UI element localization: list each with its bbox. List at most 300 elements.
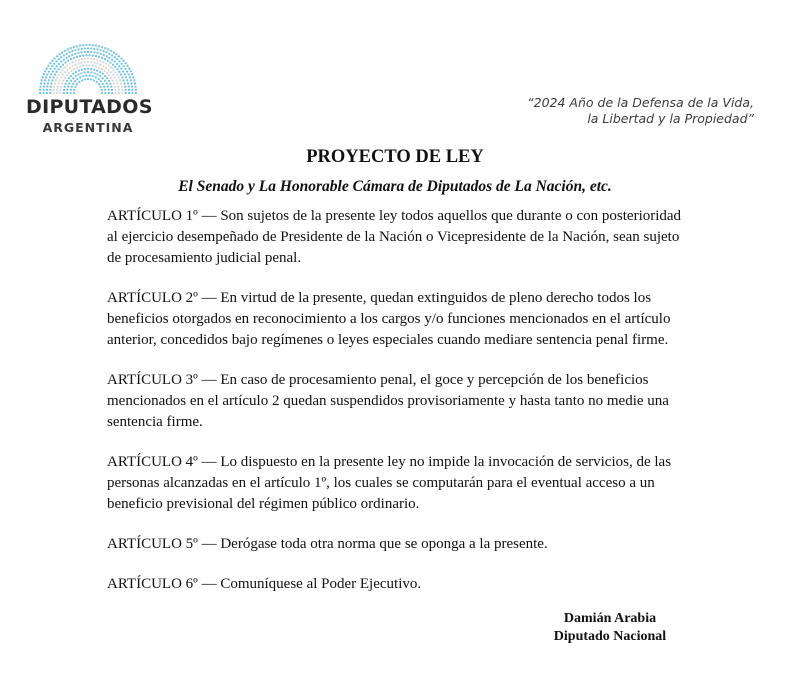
seat-dot bbox=[103, 70, 105, 72]
seat-dot bbox=[74, 64, 76, 66]
seat-dot bbox=[99, 86, 101, 88]
seat-dot bbox=[57, 82, 59, 84]
seat-dot bbox=[127, 73, 129, 75]
seat-dot bbox=[51, 60, 53, 62]
seat-dot bbox=[56, 71, 58, 73]
seat-dot bbox=[93, 79, 95, 81]
seat-dot bbox=[68, 72, 70, 74]
seat-dot bbox=[67, 60, 69, 62]
seat-dot bbox=[88, 75, 90, 77]
seat-dot bbox=[118, 92, 120, 94]
seat-dot bbox=[46, 89, 48, 91]
seat-dot bbox=[121, 76, 123, 78]
seat-dot bbox=[59, 89, 61, 91]
seat-dot bbox=[93, 48, 95, 50]
seat-dot bbox=[96, 52, 98, 54]
seat-dot bbox=[69, 67, 71, 69]
seat-dot bbox=[44, 79, 46, 81]
seat-dot bbox=[64, 77, 66, 79]
seat-dot bbox=[125, 92, 127, 94]
seat-dot bbox=[127, 82, 129, 84]
document-title: PROYECTO DE LEY bbox=[306, 147, 484, 167]
seat-dot bbox=[121, 63, 123, 65]
seat-dot bbox=[57, 68, 59, 70]
seat-dot bbox=[49, 62, 51, 64]
seat-dot bbox=[65, 53, 67, 55]
seat-dot bbox=[73, 57, 75, 59]
seat-dot bbox=[125, 89, 127, 91]
seat-dot bbox=[108, 92, 110, 94]
seat-dot bbox=[98, 67, 100, 69]
seat-dot bbox=[112, 63, 114, 65]
article-5: ARTÍCULO 5º — Derógase toda otra norma que se oponga a la presente. bbox=[107, 536, 548, 552]
seat-dot bbox=[79, 55, 81, 57]
seat-dot bbox=[58, 74, 60, 76]
seat-dot bbox=[87, 68, 89, 70]
seat-dot bbox=[88, 64, 90, 66]
seat-dot bbox=[84, 51, 86, 53]
seat-dot bbox=[90, 68, 92, 70]
seat-dot bbox=[53, 89, 55, 91]
seat-dot bbox=[59, 71, 61, 73]
seat-dot bbox=[68, 82, 70, 84]
seat-dot bbox=[85, 64, 87, 66]
seat-dot bbox=[60, 85, 62, 87]
seat-dot bbox=[102, 83, 104, 85]
seat-dot bbox=[52, 76, 54, 78]
seat-dot bbox=[82, 65, 84, 67]
seat-dot bbox=[58, 63, 60, 65]
seat-dot bbox=[98, 83, 100, 85]
seat-dot bbox=[87, 57, 89, 59]
seat-dot bbox=[75, 75, 77, 77]
seat-dot bbox=[70, 70, 72, 72]
seat-dot bbox=[111, 89, 113, 91]
document-subtitle: El Senado y La Honorable Cámara de Diputados de La Nación, etc. bbox=[178, 178, 612, 195]
seat-dot bbox=[90, 78, 92, 80]
signature-block bbox=[520, 610, 700, 646]
seat-dot bbox=[46, 85, 48, 87]
seat-dot bbox=[109, 83, 111, 85]
seat-dot bbox=[114, 76, 116, 78]
seat-dot bbox=[60, 76, 62, 78]
seat-dot bbox=[59, 92, 61, 94]
seat-dot bbox=[69, 63, 71, 65]
seat-dot bbox=[95, 55, 97, 57]
seat-dot bbox=[66, 69, 68, 71]
seat-dot bbox=[122, 60, 124, 62]
seat-dot bbox=[64, 61, 66, 63]
seat-dot bbox=[70, 75, 72, 77]
seat-dot bbox=[47, 82, 49, 84]
seat-dot bbox=[68, 55, 70, 57]
seat-dot bbox=[71, 54, 73, 56]
seat-dot bbox=[104, 89, 106, 91]
seat-dot bbox=[80, 72, 82, 74]
seat-dot bbox=[116, 68, 118, 70]
seat-dot bbox=[76, 78, 78, 80]
seat-dot bbox=[101, 89, 103, 91]
seat-dot bbox=[114, 66, 116, 68]
seat-dot bbox=[115, 79, 117, 81]
seat-dot bbox=[116, 58, 118, 60]
seat-dot bbox=[46, 73, 48, 75]
seat-dot bbox=[134, 82, 136, 84]
seat-dot bbox=[60, 61, 62, 63]
seat-dot bbox=[116, 82, 118, 84]
seat-dot bbox=[64, 50, 66, 52]
seat-dot bbox=[70, 58, 72, 60]
seat-dot bbox=[90, 61, 92, 63]
seat-dot bbox=[124, 68, 126, 70]
seat-dot bbox=[99, 60, 101, 62]
seat-dot bbox=[87, 71, 89, 73]
seat-dot bbox=[103, 54, 105, 56]
seat-dot bbox=[101, 68, 103, 70]
seat-dot bbox=[106, 77, 108, 79]
articles-list bbox=[107, 206, 687, 614]
article-4: ARTÍCULO 4º — Lo dispuesto en la presente ley no impide la invocación de servicios, de las personas alcanzadas en el artículo 1º, los cuales se computarán para el eventual acceso a un beneficio previsional del régimen público ordinario. bbox=[107, 454, 672, 512]
seat-dot bbox=[82, 75, 84, 77]
seat-dot bbox=[50, 82, 52, 84]
seat-dot bbox=[111, 92, 113, 94]
seat-dot bbox=[128, 67, 130, 69]
seat-dot bbox=[49, 89, 51, 91]
seat-dot bbox=[82, 44, 84, 46]
seat-dot bbox=[122, 70, 124, 72]
seat-dot bbox=[104, 47, 106, 49]
seat-dot bbox=[58, 58, 60, 60]
seat-dot bbox=[100, 53, 102, 55]
seat-dot bbox=[49, 68, 51, 70]
seat-dot bbox=[126, 70, 128, 72]
seat-dot bbox=[50, 73, 52, 75]
seat-dot bbox=[128, 92, 130, 94]
seat-dot bbox=[99, 71, 101, 73]
seat-dot bbox=[56, 77, 58, 79]
seat-dot bbox=[67, 48, 69, 50]
seat-dot bbox=[78, 69, 80, 71]
seat-dot bbox=[98, 56, 100, 58]
seat-dot bbox=[43, 82, 45, 84]
seat-dot bbox=[63, 54, 65, 56]
seat-dot bbox=[85, 54, 87, 56]
seat-dot bbox=[84, 47, 86, 49]
seat-dot bbox=[48, 79, 50, 81]
seat-dot bbox=[108, 64, 110, 66]
seat-dot bbox=[121, 86, 123, 88]
seat-dot bbox=[88, 54, 90, 56]
article-3: ARTÍCULO 3º — En caso de procesamiento penal, el goce y percepción de los beneficios mencionados en el artículo 2 quedan suspendidos provisoriamente y hasta tanto no medie una sentencia firme. bbox=[107, 372, 669, 430]
seat-dot bbox=[100, 80, 102, 82]
seat-dot bbox=[62, 63, 64, 65]
seat-dot bbox=[121, 89, 123, 91]
seat-dot bbox=[56, 89, 58, 91]
seat-dot bbox=[101, 46, 103, 48]
seat-dot bbox=[121, 92, 123, 94]
seat-dot bbox=[76, 83, 78, 85]
seat-dot bbox=[53, 63, 55, 65]
seat-dot bbox=[52, 92, 54, 94]
seat-dot bbox=[120, 73, 122, 75]
seat-dot bbox=[49, 92, 51, 94]
seat-dot bbox=[110, 50, 112, 52]
seat-dot bbox=[80, 51, 82, 53]
seat-dot bbox=[60, 66, 62, 68]
seat-dot bbox=[105, 51, 107, 53]
seat-dot bbox=[85, 75, 87, 77]
seat-dot bbox=[95, 65, 97, 67]
seat-dot bbox=[74, 60, 76, 62]
logo-name: DIPUTADOS bbox=[26, 96, 153, 118]
seat-dot bbox=[39, 85, 41, 87]
seat-dot bbox=[42, 89, 44, 91]
seat-dot bbox=[125, 62, 127, 64]
seat-dot bbox=[92, 54, 94, 56]
seat-dot bbox=[50, 85, 52, 87]
seat-dot bbox=[105, 67, 107, 69]
seat-dot bbox=[120, 57, 122, 59]
seat-dot bbox=[107, 48, 109, 50]
seat-dot bbox=[96, 48, 98, 50]
seat-dot bbox=[85, 44, 87, 46]
seat-dot bbox=[110, 77, 112, 79]
seat-dot bbox=[43, 73, 45, 75]
seat-dot bbox=[122, 79, 124, 81]
seat-dot bbox=[88, 44, 90, 46]
seat-dot bbox=[90, 71, 92, 73]
seat-dot bbox=[53, 57, 55, 59]
seat-dot bbox=[118, 65, 120, 67]
seat-dot bbox=[76, 67, 78, 69]
seat-dot bbox=[54, 73, 56, 75]
seat-dot bbox=[64, 66, 66, 68]
seat-dot bbox=[114, 92, 116, 94]
seat-dot bbox=[80, 62, 82, 64]
seat-dot bbox=[64, 71, 66, 73]
seat-dot bbox=[92, 75, 94, 77]
seat-dot bbox=[72, 83, 74, 85]
seat-dot bbox=[76, 45, 78, 47]
signer-name: Damián Arabia bbox=[563, 611, 657, 626]
seat-dot bbox=[92, 65, 94, 67]
seat-dot bbox=[39, 92, 41, 94]
seat-dot bbox=[99, 64, 101, 66]
seat-dot bbox=[84, 71, 86, 73]
seat-dot bbox=[62, 79, 64, 81]
seat-dot bbox=[77, 52, 79, 54]
seat-dot bbox=[52, 70, 54, 72]
seat-dot bbox=[72, 73, 74, 75]
seat-dot bbox=[135, 92, 137, 94]
seat-dot bbox=[107, 89, 109, 91]
seat-dot bbox=[108, 74, 110, 76]
seat-dot bbox=[41, 79, 43, 81]
seat-dot bbox=[119, 79, 121, 81]
seat-dot bbox=[54, 68, 56, 70]
seat-dot bbox=[108, 69, 110, 71]
seat-dot bbox=[55, 60, 57, 62]
seat-dot bbox=[101, 92, 103, 94]
seat-dot bbox=[64, 83, 66, 85]
article-2: ARTÍCULO 2º — En virtud de la presente, quedan extinguidos de pleno derecho todos los beneficios otorgados en reconocimiento a los cargos y/o funciones mencionados en el artículo anterior, concedidos bajo regímenes o leyes especiales cuando mediare sentencia penal firme. bbox=[107, 290, 671, 348]
seat-dot bbox=[81, 68, 83, 70]
seat-dot bbox=[118, 77, 120, 79]
seat-dot bbox=[102, 61, 104, 63]
seat-dot bbox=[104, 58, 106, 60]
seat-dot bbox=[104, 75, 106, 77]
seat-dot bbox=[46, 67, 48, 69]
seat-dot bbox=[120, 68, 122, 70]
seat-dot bbox=[131, 73, 133, 75]
seat-dot bbox=[120, 82, 122, 84]
seat-dot bbox=[74, 80, 76, 82]
diputados-logo bbox=[22, 38, 152, 138]
seat-dot bbox=[129, 76, 131, 78]
seat-dot bbox=[133, 79, 135, 81]
seat-dot bbox=[56, 92, 58, 94]
seat-dot bbox=[44, 70, 46, 72]
seat-dot bbox=[70, 80, 72, 82]
seat-dot bbox=[97, 78, 99, 80]
seat-dot bbox=[114, 89, 116, 91]
seat-dot bbox=[111, 54, 113, 56]
seat-dot bbox=[96, 81, 98, 83]
seat-dot bbox=[65, 57, 67, 59]
seat-dot bbox=[45, 76, 47, 78]
seat-dot bbox=[93, 72, 95, 74]
seat-dot bbox=[131, 86, 133, 88]
seat-dot bbox=[62, 74, 64, 76]
seat-dot bbox=[73, 89, 75, 91]
seat-dot bbox=[131, 89, 133, 91]
seat-dot bbox=[132, 76, 134, 78]
seat-dot bbox=[117, 85, 119, 87]
seat-dot bbox=[68, 77, 70, 79]
seat-dot bbox=[110, 66, 112, 68]
seat-dot bbox=[79, 45, 81, 47]
seat-dot bbox=[93, 51, 95, 53]
seat-dot bbox=[76, 56, 78, 58]
seat-dot bbox=[130, 70, 132, 72]
seat-dot bbox=[87, 47, 89, 49]
seat-dot bbox=[118, 60, 120, 62]
seat-dot bbox=[71, 86, 73, 88]
seat-dot bbox=[93, 58, 95, 60]
seat-dot bbox=[125, 76, 127, 78]
seat-dot bbox=[128, 85, 130, 87]
seat-dot bbox=[69, 92, 71, 94]
seat-dot bbox=[118, 71, 120, 73]
seat-dot bbox=[66, 80, 68, 82]
seat-dot bbox=[84, 61, 86, 63]
seat-dot bbox=[96, 62, 98, 64]
seat-dot bbox=[40, 82, 42, 84]
seat-dot bbox=[123, 65, 125, 67]
seat-dot bbox=[78, 81, 80, 83]
seat-dot bbox=[99, 49, 101, 51]
seat-dot bbox=[77, 73, 79, 75]
logo-country: ARGENTINA bbox=[42, 120, 134, 135]
seat-dot bbox=[57, 85, 59, 87]
seat-dot bbox=[116, 74, 118, 76]
seat-dot bbox=[134, 85, 136, 87]
seat-dot bbox=[48, 70, 50, 72]
seat-dot bbox=[92, 44, 94, 46]
seat-dot bbox=[104, 80, 106, 82]
seat-dot bbox=[102, 65, 104, 67]
seat-dot bbox=[96, 59, 98, 61]
seat-dot bbox=[67, 85, 69, 87]
seat-dot bbox=[126, 65, 128, 67]
seat-dot bbox=[55, 79, 57, 81]
seat-dot bbox=[72, 61, 74, 63]
seat-dot bbox=[108, 57, 110, 59]
article-1: ARTÍCULO 1º — Son sujetos de la presente ley todos aquellos que durante o con posterioridad al ejercicio desempeñado de Presidente de la Nación o Vicepresidente de la Nación, sean sujeto de procesamiento judicial penal. bbox=[107, 208, 682, 266]
seat-dot bbox=[131, 92, 133, 94]
seat-dot bbox=[75, 71, 77, 73]
seat-dot bbox=[95, 76, 97, 78]
seat-dot bbox=[70, 89, 72, 91]
seat-dot bbox=[126, 79, 128, 81]
seat-dot bbox=[61, 82, 63, 84]
seat-dot bbox=[118, 55, 120, 57]
seat-dot bbox=[73, 46, 75, 48]
seat-dot bbox=[42, 92, 44, 94]
seat-dot bbox=[58, 53, 60, 55]
seat-dot bbox=[63, 89, 65, 91]
seat-dot bbox=[112, 69, 114, 71]
seat-dot bbox=[63, 92, 65, 94]
seat-dot bbox=[87, 61, 89, 63]
seat-dot bbox=[53, 86, 55, 88]
seat-dot bbox=[113, 51, 115, 53]
seat-dot bbox=[66, 64, 68, 66]
seat-dot bbox=[61, 69, 63, 71]
seat-dot bbox=[46, 92, 48, 94]
seat-dot bbox=[66, 89, 68, 91]
seat-dot bbox=[90, 47, 92, 49]
seat-dot bbox=[102, 77, 104, 79]
motto-line-2: la Libertad y la Propiedad” bbox=[587, 111, 754, 126]
seat-dot bbox=[77, 62, 79, 64]
seat-dot bbox=[60, 56, 62, 58]
seat-dot bbox=[124, 73, 126, 75]
seat-dot bbox=[108, 53, 110, 55]
seat-dot bbox=[74, 49, 76, 51]
seat-dot bbox=[90, 51, 92, 53]
seat-dot bbox=[130, 82, 132, 84]
seat-dot bbox=[56, 65, 58, 67]
seat-dot bbox=[87, 78, 89, 80]
seat-dot bbox=[77, 59, 79, 61]
seat-dot bbox=[110, 86, 112, 88]
seat-dot bbox=[74, 53, 76, 55]
seat-dot bbox=[118, 89, 120, 91]
seat-dot bbox=[101, 57, 103, 59]
seat-dot bbox=[84, 58, 86, 60]
seat-dot bbox=[130, 79, 132, 81]
seat-dot bbox=[95, 45, 97, 47]
seat-dot bbox=[42, 76, 44, 78]
signer-role: Diputado Nacional bbox=[553, 629, 667, 644]
seat-dot bbox=[112, 74, 114, 76]
seat-dot bbox=[81, 58, 83, 60]
seat-dot bbox=[54, 82, 56, 84]
seat-dot bbox=[113, 82, 115, 84]
seat-dot bbox=[39, 89, 41, 91]
seat-dot bbox=[68, 51, 70, 53]
